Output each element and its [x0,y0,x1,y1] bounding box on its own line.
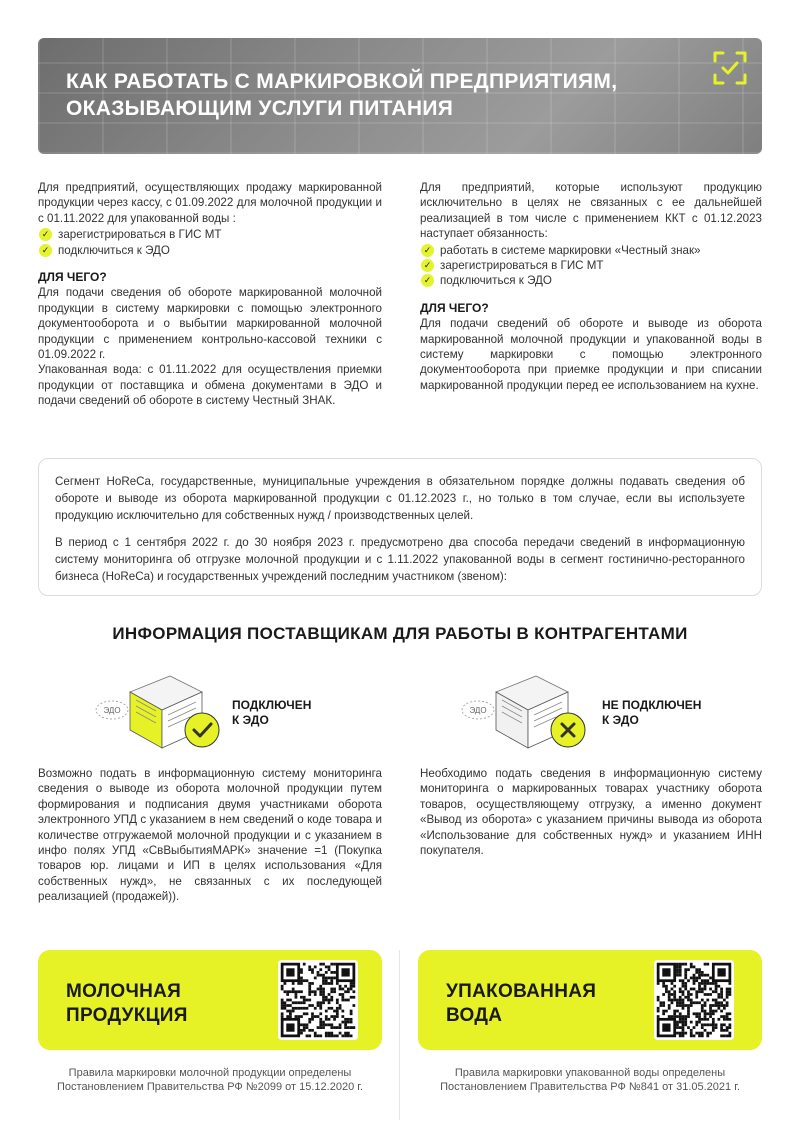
right-column [420,180,762,393]
list-item: ✓ зарегистрироваться в ГИС МТ [38,227,382,242]
water-footnote: Правила маркировки упакованной воды определены Постановлением Правительства РФ №841 от 31.05.2021 г. [440,1067,740,1093]
left-why-heading: ДЛЯ ЧЕГО? [38,270,107,285]
check-circle-icon [184,712,220,748]
connected-label-line1: ПОДКЛЮЧЕН [232,698,312,712]
water-title-line1: УПАКОВАННАЯ [446,981,597,1002]
header-banner [38,38,762,154]
info-paragraph-1: Сегмент HoReCa, государственные, муниципальные учреждения в обязательном порядке должны подавать сведения об обороте и выводе из оборота маркированной продукции с 01.12.2023 г., но только в том случае, если вы используете продукцию исключительно для собственных нужд / производственных целей. [55,475,745,522]
list-item: ✓ работать в системе маркировки «Честный знак» [420,243,762,258]
list-item: ✓ зарегистрироваться в ГИС МТ [420,258,762,273]
water-title-line2: ВОДА [446,1005,503,1026]
connected-text: Возможно подать в информационную систему мониторинга сведения о выводе из оборота молочной продукции путем формирования и подписания двумя участниками оборота электронного УПД с указанием в нем сведений о коде товара и количестве отгружаемой молочной продукции и с указанием в инфо полях УПД «СвВыбытияМАРК» значение =1 (Покупка товаров юр. лицами и ИП в целях использования «Для собственных нужд», не связанных с их последующей реализацией (продажей)). [38,767,382,904]
vertical-divider [399,950,400,1120]
right-why-heading: ДЛЯ ЧЕГО? [420,300,489,315]
water-card [418,950,762,1050]
right-why-text: Для подачи сведений об обороте и выводе из оборота маркированной молочной продукции и упакованной воды в систему маркировки с помощью электронного документооборота при приемке продукции и при списании маркированной продукции перед ее использованием на кухне. [420,317,762,392]
connected-label [232,698,311,728]
milk-card [38,950,382,1050]
qr-code-icon[interactable] [654,960,734,1040]
left-why-text-2: Упакованная вода: с 01.11.2022 для осуществления приемки продукции от поставщика и обмена документами в ЭДО и подачи сведений об обороте в систему Честный ЗНАК. [38,363,382,408]
left-intro: Для предприятий, осуществляющих продажу маркированной продукции через кассу, с 01.09.2022 для молочной продукции и с 01.11.2022 для упакованной воды : [38,181,382,225]
edo-tag: ЭДО [103,706,121,715]
milk-title-line1: МОЛОЧНАЯ [66,981,182,1002]
info-paragraph-2: В период с 1 сентября 2022 г. до 30 ноября 2023 г. предусмотрено два способа передачи сведений в информационную систему мониторинга об отгрузке молочной продукции и с 1.11.2022 упакованной воды в сегмент гостинично-ресторанного бизнеса (HoReCa) и государственных учреждений последним участником (звеном): [55,536,745,583]
edo-tag: ЭДО [469,706,487,715]
cross-circle-icon [550,712,586,748]
right-checklist [420,243,762,289]
not-connected-text: Необходимо подать сведения в информационную систему мониторинга о маркированных товарах участнику оборота товаров, осуществляющему отгрузку, а именно документ «Вывод из оборота» с указанием причины вывода из оборота «Использование для собственных нужд» и указанием ИНН покупателя. [420,767,762,858]
milk-card-title [66,980,188,1028]
left-checklist [38,227,382,258]
left-column [38,180,382,409]
qr-code-icon[interactable] [278,960,358,1040]
right-intro: Для предприятий, которые используют продукцию исключительно в целях не связанных с ее дальнейшей реализацией в том числе с применением ККТ с 01.12.2023 наступает обязанность: [420,181,762,241]
milk-footnote: Правила маркировки молочной продукции определены Постановлением Правительства РФ №2099 от 15.12.2020 г. [57,1067,363,1093]
info-box [38,458,762,596]
not-connected-label [602,698,701,728]
connected-text-block [38,766,382,905]
not-connected-label-line1: НЕ ПОДКЛЮЧЕН [602,698,702,712]
not-connected-label-line2: К ЭДО [602,713,639,727]
list-item: ✓ подключиться к ЭДО [38,243,382,258]
list-item: ✓ подключиться к ЭДО [420,273,762,288]
scan-check-icon [712,50,748,86]
left-why-text-1: Для подачи сведения об обороте маркированной молочной продукции в систему маркировки с помощью электронного документооборота и о выбытии маркированной молочной продукции с применением контрольно-кассовой техники с 01.09.2022 г. [38,286,382,362]
connected-label-line2: К ЭДО [232,713,269,727]
page-title: КАК РАБОТАТЬ С МАРКИРОВКОЙ ПРЕДПРИЯТИЯМ, ОКАЗЫВАЮЩИМ УСЛУГИ ПИТАНИЯ [66,70,618,120]
suppliers-section-title: ИНФОРМАЦИЯ ПОСТАВЩИКАМ ДЛЯ РАБОТЫ В КОНТРАГЕНТАМИ [112,624,688,643]
not-connected-text-block [420,766,762,858]
milk-title-line2: ПРОДУКЦИЯ [66,1005,188,1026]
water-card-title [446,980,596,1028]
